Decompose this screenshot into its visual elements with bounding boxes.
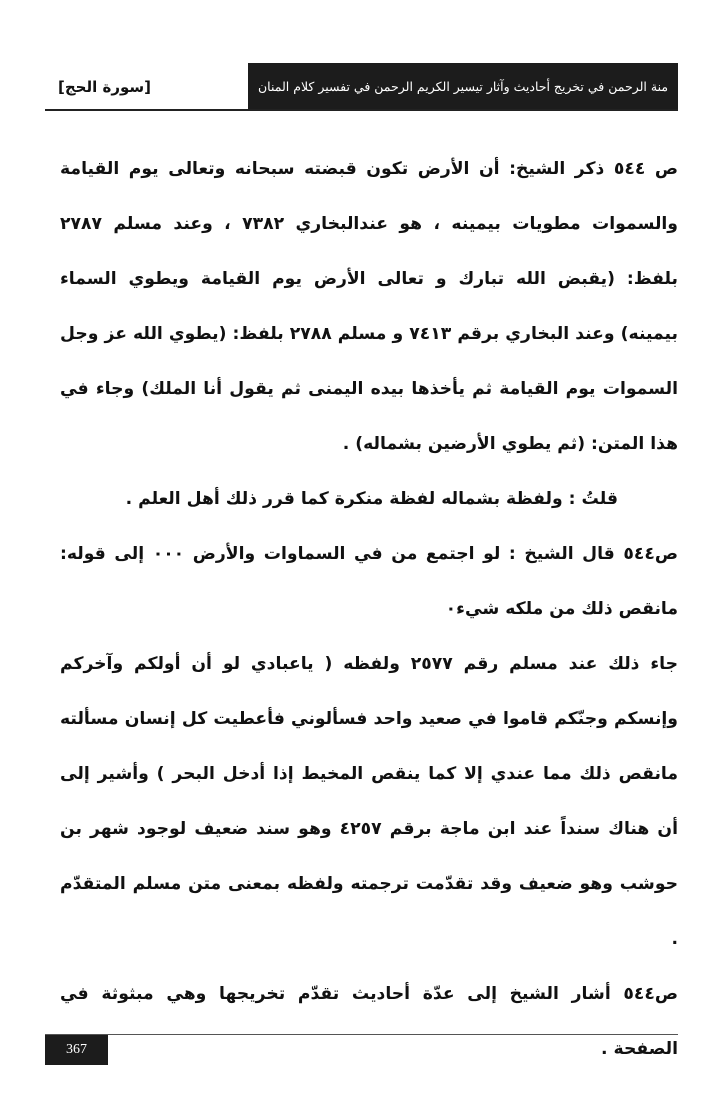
paragraph: جاء ذلك عند مسلم رقم ٢٥٧٧ ولفظه ( ياعبادي لو أن أولكم وآخركم وإنسكم وجنّكم قاموا في صعيد واحد فسألوني فأعطيت كل إنسان مسألته مانقص ذلك مما عندي إلا كما ينقص المخيط إذا أدخل البحر ) وأشير إلى أن هناك سنداً عند ابن ماجة برقم ٤٢٥٧ وهو سند ضعيف لوجود شهر بن حوشب وهو ضعيف وقد تقدّمت ترجمته ولفظه بمعنى متن مسلم المتقدّم . xyxy=(60,654,678,949)
surah-label: [سورة الحج] xyxy=(58,78,151,96)
header-divider xyxy=(45,109,678,111)
page-number-box xyxy=(45,1035,108,1065)
paragraph: ص ٥٤٤ ذكر الشيخ: أن الأرض تكون قبضته سبحانه وتعالى يوم القيامة والسموات مطويات بيمينه ، هو عندالبخاري ٧٣٨٢ ، وعند مسلم ٢٧٨٧ بلفظ: (يقبض الله تبارك و تعالى الأرض يوم القيامة ويطوي السماء بيمينه) وعند البخاري برقم ٧٤١٣ و مسلم ٢٧٨٨ بلفظ: (يطوي الله عز وجل السموات يوم القيامة ثم يأخذها بيده اليمنى ثم يقول أنا الملك) وجاء في هذا المتن: (ثم يطوي الأرضين بشماله) . xyxy=(60,159,679,454)
paragraph: قلتُ : ولفظة بشماله لفظة منكرة كما قرر ذلك أهل العلم . xyxy=(125,489,618,509)
page-body xyxy=(60,142,678,1077)
page-number: 367 xyxy=(66,1042,87,1057)
paragraph: ص٥٤٤ قال الشيخ : لو اجتمع من في السماوات والأرض ٠٠٠ إلى قوله: مانقص ذلك من ملكه شيء٠ xyxy=(60,544,679,619)
book-title: منة الرحمن في تخريج أحاديث وآثار تيسير الكريم الرحمن في تفسير كلام المنان xyxy=(257,79,669,94)
paragraph: ص٥٤٤ أشار الشيخ إلى عدّة أحاديث تقدّم تخريجها وهي مبثوثة في الصفحة . xyxy=(60,984,678,1059)
footer-divider xyxy=(45,1034,678,1035)
book-title-banner xyxy=(248,63,678,110)
